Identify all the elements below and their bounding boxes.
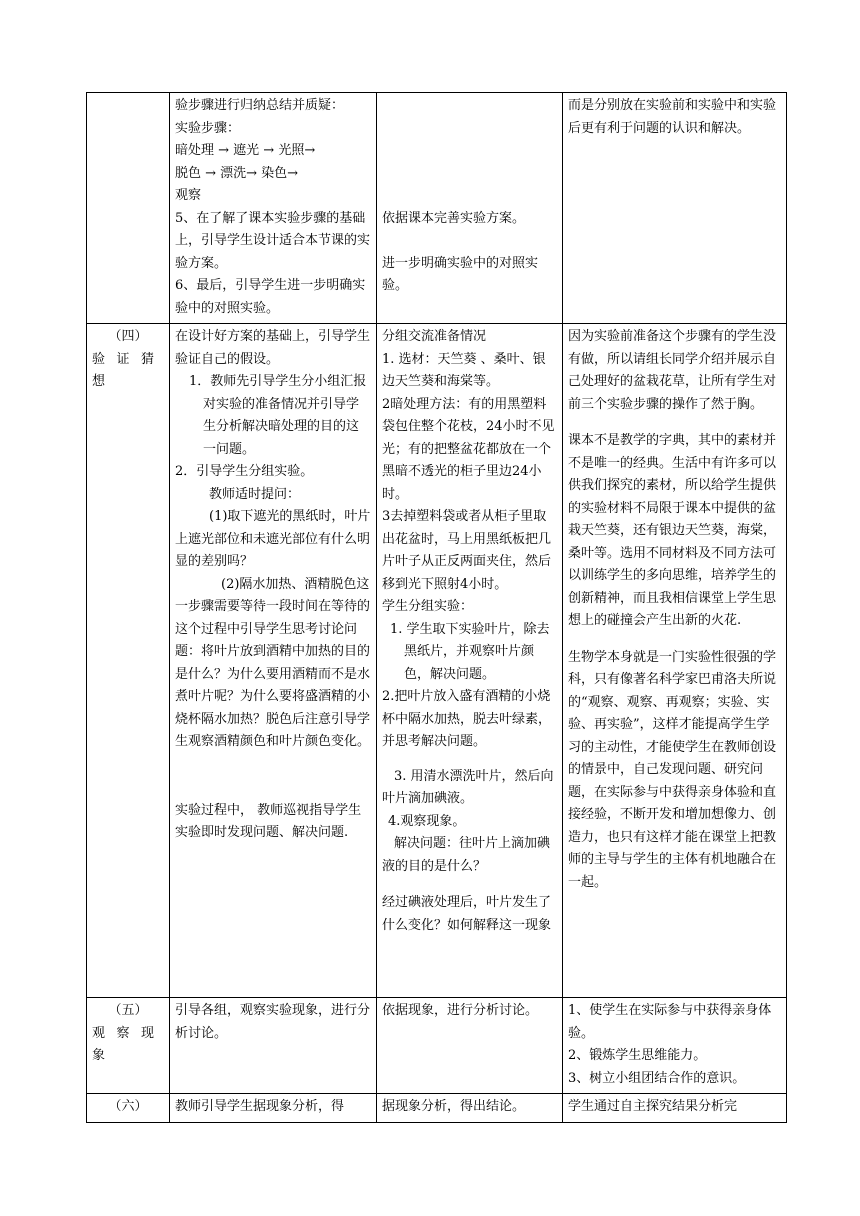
table-row: [87, 324, 787, 998]
student-activity-cell: 分组交流准备情况 1. 选材：天竺葵 、桑叶、银边天竺葵和海棠等。 2暗处理方法：有的用黑塑料袋包住整个花枝，24小时不见光；有的把整盆花都放在一个黑暗不透光的柜子里边24小时。 3去掉塑料袋或者从柜子里取出花盆时，马上用黑纸板把几片叶子从正反两面夹住，然后移到光下照射4小时。 学生分组实验： 1. 学生取下实验叶片，除去黑纸片，并观察叶片颜色，解决问题。 2.把叶片放入盛有酒精的小烧杯中隔水加热，脱去叶绿素，并思考解决问题。 3. 用清水漂洗叶片，然后向叶片滴加碘液。 4.观察现象。 解决问题：往叶片上滴加碘液的目的是什么？ 经过碘液处理后，叶片发生了什么变化？如何解释这一现象: [377, 324, 563, 998]
stage-cell: [87, 1094, 170, 1123]
table-row: [87, 1094, 787, 1123]
stage-number: （四）: [108, 329, 148, 344]
stage-cell: [87, 93, 170, 324]
lesson-plan-table: [86, 92, 787, 1123]
design-intent-cell: 而是分别放在实验前和实验中和实验后更有利于问题的认识和解决。: [563, 93, 787, 324]
table-row: [87, 93, 787, 324]
design-intent-cell: 1、使学生在实际参与中获得亲身体验。 2、锻炼学生思维能力。 3、树立小组团结合作的意识。: [563, 998, 787, 1094]
design-intent-cell: 学生通过自主探究结果分析完: [563, 1094, 787, 1123]
stage-number: （五）: [108, 1003, 148, 1018]
design-intent-cell: 因为实验前准备这个步骤有的学生没有做，所以请组长同学介绍并展示自己处理好的盆栽花草，让所有学生对前三个实验步骤的操作了然于胸。 课本不是教学的字典，其中的素材并不是唯一的经典。生活中有许多可以供我们探究的素材，所以给学生提供的实验材料不局限于课本中提供的盆栽天竺葵，还有银边天竺葵，海棠，桑叶等。选用不同材料及不同方法可以训练学生的多向思维，培养学生的创新精神，而且我相信课堂上学生思想上的碰撞会产生出新的火花. 生物学本身就是一门实验性很强的学科，只有像著名科学家巴甫洛夫所说的“观察、观察、再观察；实验、实验、再实验”，这样才能提高学生学习的主动性，才能使学生在教师创设的情景中，自己发现问题、研究问题，在实际参与中获得亲身体验和直接经验，不断开发和增加想像力、创造力，也只有这样才能在课堂上把教师的主导与学生的主体有机地融合在一起。: [563, 324, 787, 998]
student-activity-cell: 依据现象，进行分析讨论。: [377, 998, 563, 1094]
stage-name: 验证猜想: [92, 351, 164, 389]
teacher-activity-cell: 引导各组，观察实验现象，进行分析讨论。: [170, 998, 377, 1094]
student-activity-cell: 据现象分析，得出结论。: [377, 1094, 563, 1123]
table-row: [87, 998, 787, 1094]
stage-cell: [87, 324, 170, 998]
teacher-activity-cell: 教师引导学生据现象分析，得: [170, 1094, 377, 1123]
stage-name: 观察现象: [92, 1025, 164, 1063]
teacher-activity-cell: 在设计好方案的基础上，引导学生验证自己的假设。 1．教师先引导学生分小组汇报对实验的准备情况并引导学生分析解决暗处理的目的这一问题。 2．引导学生分组实验。 教师适时提问： (1)取下遮光的黑纸时，叶片上遮光部位和未遮光部位有什么明显的差别吗？ (2)隔水加热、酒精脱色这一步骤需要等待一段时间在等待的这个过程中引导学生思考讨论问题：将叶片放到酒精中加热的目的是什么？为什么要用酒精而不是水煮叶片呢？为什么要将盛酒精的小烧杯隔水加热？脱色后注意引导学生观察酒精颜色和叶片颜色变化。 实验过程中， 教师巡视指导学生实验即时发现问题、解决问题.: [170, 324, 377, 998]
teacher-activity-cell: 验步骤进行归纳总结并质疑： 实验步骤： 暗处理 → 遮光 → 光照→ 脱色 → 漂洗→ 染色→ 观察 5、在了解了课本实验步骤的基础上，引导学生设计适合本节课的实验方案。 6、最后，引导学生进一步明确实验中的对照实验。: [170, 93, 377, 324]
stage-cell: [87, 998, 170, 1094]
stage-number: （六）: [108, 1099, 148, 1114]
student-activity-cell: 依据课本完善实验方案。 进一步明确实验中的对照实验。: [377, 93, 563, 324]
